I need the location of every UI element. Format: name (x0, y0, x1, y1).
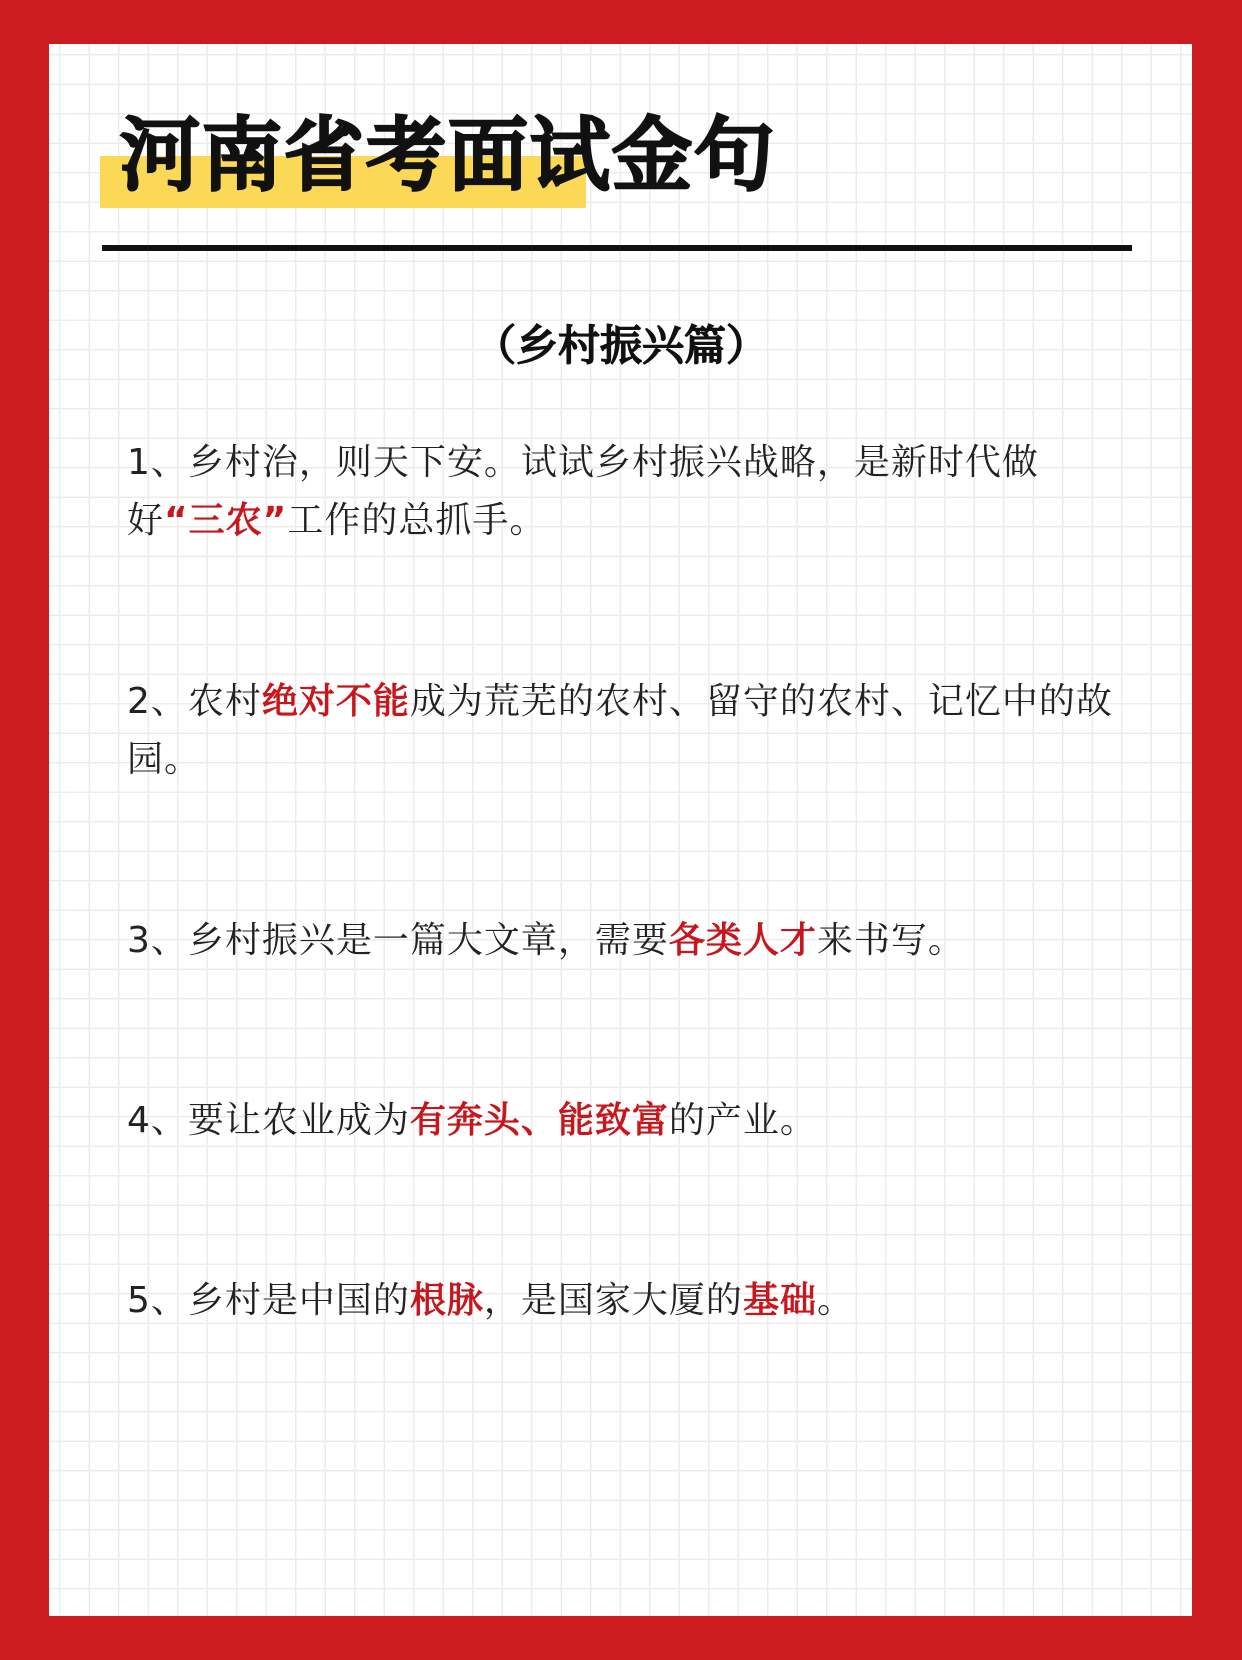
quote-text: 的产业。 (668, 1100, 817, 1141)
quote-keyword: 根脉 (409, 1280, 484, 1321)
page-title: 河南省考面试金句 (120, 109, 776, 202)
quote-text: 4、要让农业成为 (127, 1100, 410, 1141)
quote-keyword: 有奔头、能致富 (409, 1100, 669, 1141)
quote-text: 工作的总抓手。 (287, 500, 547, 541)
quote-text: 5、乡村是中国的 (127, 1280, 410, 1321)
quote-text: 成为荒芜的农村、留守的农村、记忆中的故园。 (127, 681, 1113, 780)
page-subtitle: （乡村振兴篇） (473, 321, 768, 370)
quote-keyword: “三农” (164, 500, 288, 541)
quote-keyword: 基础 (742, 1280, 817, 1321)
title-divider (102, 245, 1132, 251)
quote-item-3 (127, 912, 1117, 970)
quote-text: ，是国家大厦的 (483, 1280, 743, 1321)
quote-text: 1、乡村治，则天下安。试试乡村振兴战略，是新时代做好 (127, 442, 1039, 541)
quote-keyword: 绝对不能 (261, 681, 410, 722)
quote-item-2 (127, 673, 1117, 789)
quote-text: 2、农村 (127, 681, 262, 722)
quote-item-5 (127, 1272, 1117, 1330)
quote-text: 3、乡村振兴是一篇大文章，需要 (127, 920, 669, 961)
quote-item-1 (127, 434, 1117, 550)
quote-text: 来书写。 (816, 920, 965, 961)
quote-keyword: 各类人才 (668, 920, 817, 961)
quote-item-4 (127, 1092, 1117, 1150)
quote-text: 。 (816, 1280, 854, 1321)
note-card (49, 44, 1192, 1616)
